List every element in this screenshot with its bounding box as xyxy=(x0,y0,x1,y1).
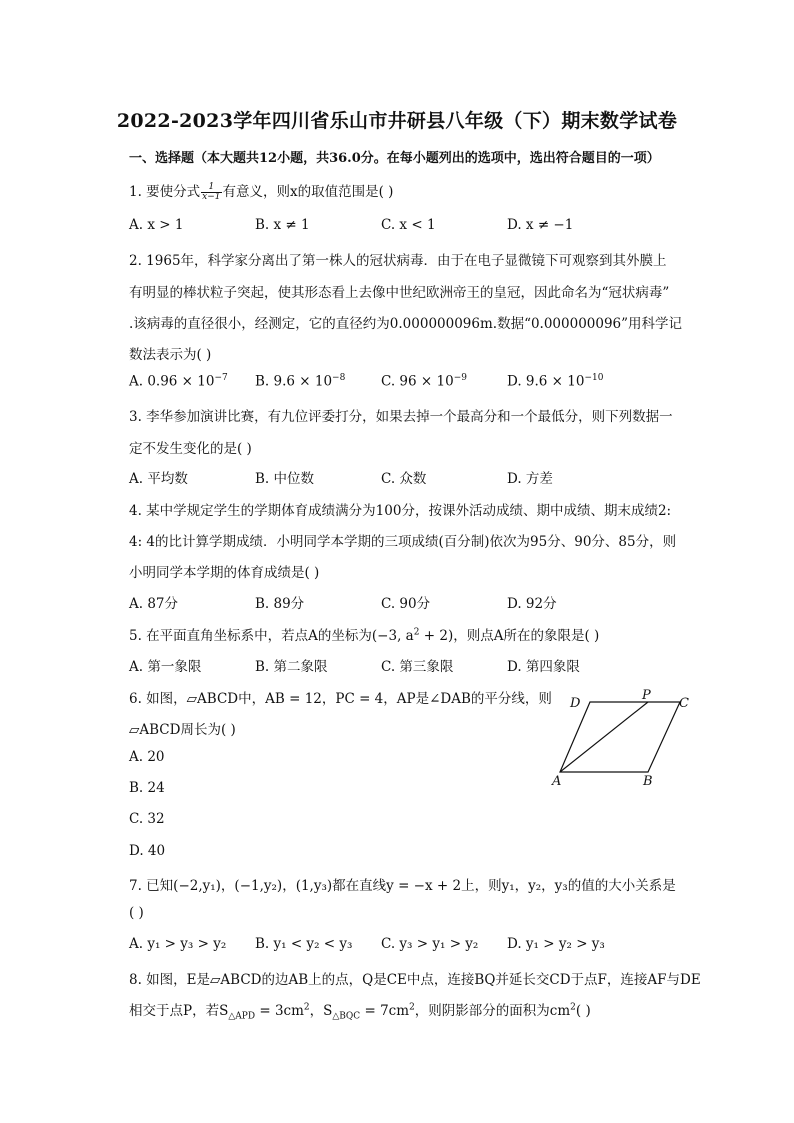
q1-text-pre: 1. 要使分式 xyxy=(129,184,201,200)
q2-options xyxy=(129,373,649,391)
q8-text-c: ，S xyxy=(309,1003,333,1019)
q8-text-b: = 3cm xyxy=(255,1003,304,1019)
q1-option-c[interactable]: C. x < 1 xyxy=(381,217,436,233)
parallelogram-abcd xyxy=(560,702,680,772)
q3-option-a[interactable]: A. 平均数 xyxy=(129,471,188,487)
exam-title: 2022-2023学年四川省乐山市井研县八年级（下）期末数学试卷 xyxy=(116,110,678,132)
label-c: C xyxy=(679,696,689,711)
section-heading: 一、选择题（本大题共12小题，共36.0分。在每小题列出的选项中，选出符合题目的一项） xyxy=(129,151,660,166)
q8-sub-apd: △APD xyxy=(228,1011,256,1022)
q8-line-1: 8. 如图，E是▱ABCD的边AB上的点，Q是CE中点，连接BQ并延长交CD于点F，连接AF与DE xyxy=(129,972,701,988)
q4-line-1: 4. 某中学规定学生的学期体育成绩满分为100分，按课外活动成绩、期中成绩、期末成绩2: xyxy=(129,503,672,519)
q1-frac-den: x−1 xyxy=(202,192,221,202)
q2-a-exp: −7 xyxy=(214,373,228,383)
q2-option-a[interactable] xyxy=(129,373,228,390)
q7-line-2: ( ) xyxy=(129,905,144,921)
q3-line-1: 3. 李华参加演讲比赛，有九位评委打分，如果去掉一个最高分和一个最低分，则下列数据一 xyxy=(129,409,673,425)
q8-text-f: ( ) xyxy=(575,1003,591,1019)
q7-line-1: 7. 已知(−2,y₁)，(−1,y₂)，(1,y₃)都在直线y = −x + 2上，则y₁，y₂，y₃的值的大小关系是 xyxy=(129,878,676,894)
q4-option-a[interactable]: A. 87分 xyxy=(129,596,179,612)
label-a: A xyxy=(552,774,562,789)
q5-text-post: + 2)，则点A所在的象限是( ) xyxy=(419,628,600,644)
q1-text-post: 有意义，则x的取值范围是( ) xyxy=(222,184,394,200)
q1-option-d[interactable]: D. x ≠ −1 xyxy=(507,217,574,233)
label-b: B xyxy=(643,774,653,789)
q1-option-b[interactable]: B. x ≠ 1 xyxy=(255,217,310,233)
q2-a-label: A. 0.96 × 10 xyxy=(129,373,215,390)
q8-text-a: 相交于点P，若S xyxy=(129,1003,229,1019)
q1-frac-num: 1 xyxy=(201,183,221,193)
q7-option-d[interactable]: D. y₁ > y₂ > y₃ xyxy=(507,936,605,952)
q6-option-b[interactable]: B. 24 xyxy=(129,780,165,796)
q5-option-c[interactable]: C. 第三象限 xyxy=(381,659,454,675)
question-5 xyxy=(129,624,599,644)
q5-option-a[interactable]: A. 第一象限 xyxy=(129,659,202,675)
q3-options xyxy=(129,467,649,485)
q2-c-label: C. 96 × 10 xyxy=(381,373,454,390)
q2-line-1: 2. 1965年，科学家分离出了第一株人的冠状病毒．由于在电子显微镜下可观察到其外膜上 xyxy=(129,253,667,269)
q6-option-a[interactable]: A. 20 xyxy=(129,749,165,765)
q2-b-label: B. 9.6 × 10 xyxy=(255,373,333,390)
q8-text-d: = 7cm xyxy=(360,1003,410,1019)
q1-option-a[interactable]: A. x > 1 xyxy=(129,217,184,233)
q4-option-c[interactable]: C. 90分 xyxy=(381,596,431,612)
label-p: P xyxy=(642,688,651,703)
q8-sup-2: 2 xyxy=(409,1002,415,1013)
q5-sup: 2 xyxy=(413,627,420,638)
q5-options xyxy=(129,655,649,673)
q6-option-c[interactable]: C. 32 xyxy=(129,811,165,827)
q8-text-e: ，则阴影部分的面积为cm xyxy=(414,1003,571,1019)
q7-option-a[interactable]: A. y₁ > y₃ > y₂ xyxy=(129,936,227,952)
q4-line-2: 4: 4的比计算学期成绩．小明同学本学期的三项成绩(百分制)依次为95分、90分、85分，则 xyxy=(129,534,677,550)
q2-c-exp: −9 xyxy=(453,373,467,383)
q2-option-c[interactable] xyxy=(381,373,467,390)
q8-sub-bqc: △BQC xyxy=(332,1011,361,1022)
segment-ap xyxy=(560,702,648,772)
q2-line-3: .该病毒的直径很小，经测定，它的直径约为0.000000096m.数据“0.000000096”用科学记 xyxy=(129,316,683,332)
q6-line-1: 6. 如图，▱ABCD中，AB = 12，PC = 4，AP是∠DAB的平分线，则 xyxy=(129,691,552,707)
q5-option-b[interactable]: B. 第二象限 xyxy=(255,659,328,675)
q8-line-2 xyxy=(129,999,591,1022)
q2-line-2: 有明显的棒状粒子突起，使其形态看上去像中世纪欧洲帝王的皇冠，因此命名为“冠状病毒” xyxy=(129,285,670,301)
q4-option-b[interactable]: B. 89分 xyxy=(255,596,305,612)
q2-d-exp: −10 xyxy=(584,373,604,383)
q6-option-d[interactable]: D. 40 xyxy=(129,843,166,859)
q3-option-d[interactable]: D. 方差 xyxy=(507,471,553,487)
q5-text-pre: 5. 在平面直角坐标系中，若点A的坐标为(−3, a xyxy=(129,628,414,644)
q2-option-d[interactable] xyxy=(507,373,603,390)
q4-line-3: 小明同学本学期的体育成绩是( ) xyxy=(129,565,320,581)
q3-line-2: 定不发生变化的是( ) xyxy=(129,441,252,457)
q8-sup-1: 2 xyxy=(303,1002,310,1013)
parallelogram-figure xyxy=(548,688,708,792)
label-d: D xyxy=(570,696,581,711)
q4-option-d[interactable]: D. 92分 xyxy=(507,596,557,612)
q8-sup-3: 2 xyxy=(570,1002,576,1013)
q2-line-4: 数法表示为( ) xyxy=(129,347,212,363)
q3-option-c[interactable]: C. 众数 xyxy=(381,471,427,487)
q5-option-d[interactable]: D. 第四象限 xyxy=(507,659,580,675)
q3-option-b[interactable]: B. 中位数 xyxy=(255,471,315,487)
q7-options xyxy=(129,936,649,954)
q2-option-b[interactable] xyxy=(255,373,345,390)
q6-line-2: ▱ABCD周长为( ) xyxy=(129,722,236,738)
q7-option-c[interactable]: C. y₃ > y₁ > y₂ xyxy=(381,936,479,952)
q7-option-b[interactable]: B. y₁ < y₂ < y₃ xyxy=(255,936,353,952)
q2-d-label: D. 9.6 × 10 xyxy=(507,373,585,390)
question-1 xyxy=(129,180,393,202)
q1-fraction xyxy=(201,183,221,202)
q2-b-exp: −8 xyxy=(332,373,346,383)
q4-options xyxy=(129,592,649,610)
q1-options xyxy=(129,217,649,235)
